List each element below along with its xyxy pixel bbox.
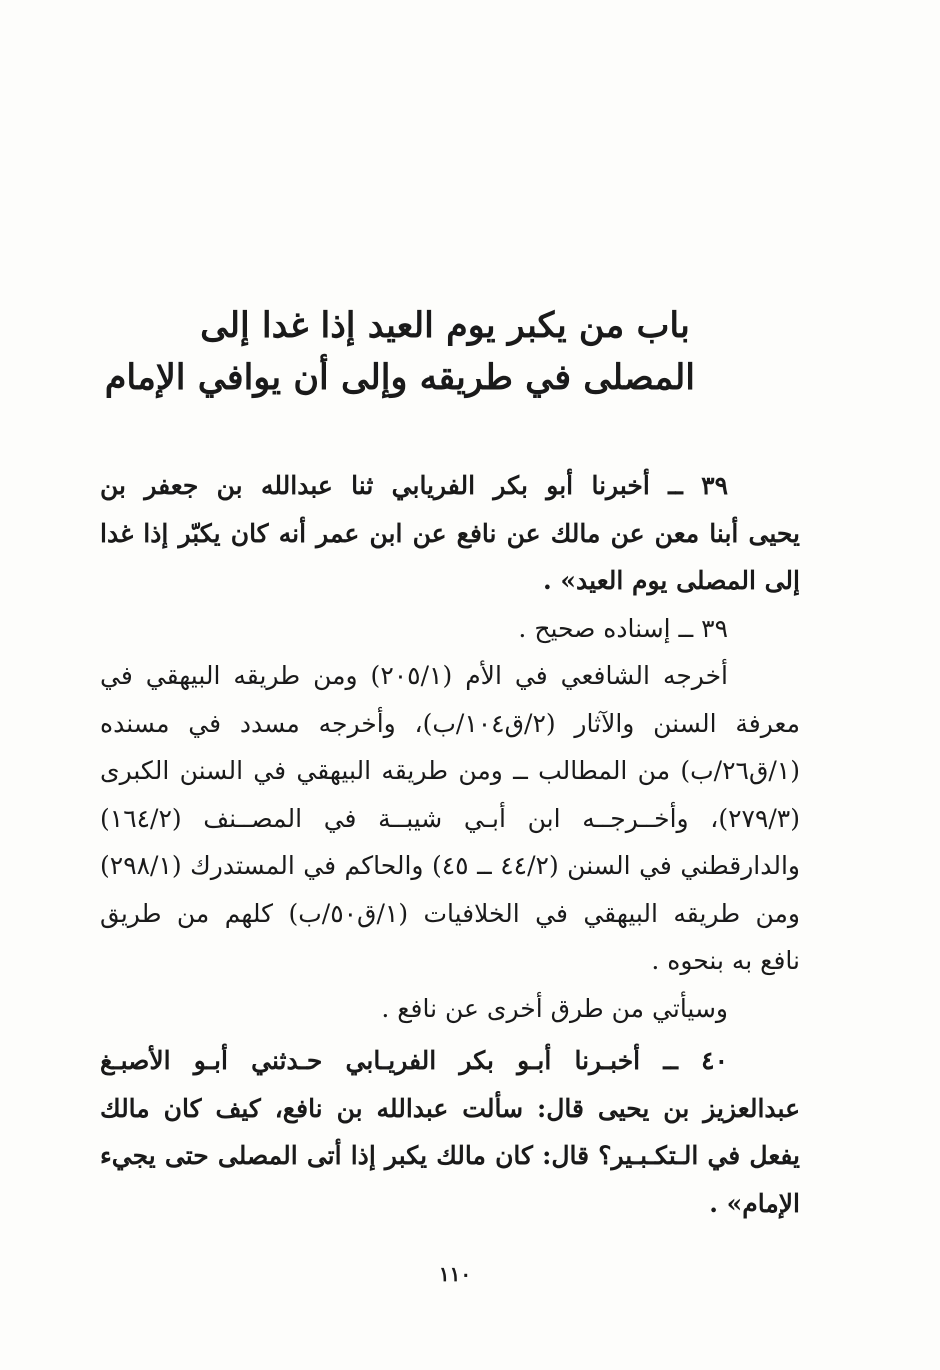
hadith-40 <box>100 1037 800 1227</box>
hadith-39-line-1: ٣٩ ــ أخبرنا أبو بكر الفريابي ثنا عبدالله بن جعفر بن <box>100 471 728 500</box>
hadith-40-line-1: ٤٠ ــ أخبـرنا أبـو بكر الفريـابي حـدثني أبـو الأصبـغ <box>100 1046 728 1075</box>
commentary-39-line-7: ومن طريقه البيهقي في الخلافيات (١/ق٥٠/ب) كلهم من طريق <box>100 898 800 928</box>
chapter-title-line-2: المصلى في طريقه وإلى أن يوافي الإمام <box>104 357 695 398</box>
commentary-39-line-2: أخرجه الشافعي في الأم (٢٠٥/١) ومن طريقه البيهقي في <box>100 661 728 690</box>
commentary-39-line-6: والدارقطني في السنن (٤٤/٢ ــ ٤٥) والحاكم في المستدرك (٢٩٨/١) <box>100 851 800 880</box>
commentary-39-line-4: (١/ق٢٦/ب) من المطالب ــ ومن طريقه البيهقي في السنن الكبرى <box>100 756 800 785</box>
hadith-40-line-4: الإمام» . <box>709 1188 800 1218</box>
hadith-40-line-2: عبدالعزيز بن يحيى قال: سألت عبدالله بن نافع، كيف كان مالك <box>100 1093 800 1123</box>
page-number: ١١٠ <box>438 1262 472 1286</box>
commentary-39-heading: ٣٩ ــ إسناده صحيح . <box>518 613 728 643</box>
chapter-title-line-1: باب من يكبر يوم العيد إذا غدا إلى <box>200 305 690 346</box>
commentary-39-line-3: معرفة السنن والآثار (٢/ق١٠٤/ب)، وأخرجه مسدد في مسنده <box>100 708 800 738</box>
commentary-39-line-5: (٢٧٩/٣)، وأخــرجــه ابن أبـي شيبــة في المصــنف (١٦٤/٢) <box>100 803 800 833</box>
hadith-39 <box>100 462 800 605</box>
commentary-39 <box>100 605 800 1033</box>
hadith-39-line-3: إلى المصلى يوم العيد» . <box>543 566 800 595</box>
commentary-39-line-9: وسيأتي من طرق أخرى عن نافع . <box>381 993 728 1023</box>
hadith-40-line-3: يفعل في الـتكـبـير؟ قال: كان مالك يكبر إذا أتى المصلى حتى يجيء <box>100 1141 800 1170</box>
hadith-39-line-2: يحيى أبنا معن عن مالك عن نافع عن ابن عمر أنه كان يكبّر إذا غدا <box>100 518 800 548</box>
commentary-39-line-8: نافع به بنحوه . <box>651 946 800 975</box>
chapter-title <box>104 300 695 404</box>
body-text <box>100 462 800 1227</box>
